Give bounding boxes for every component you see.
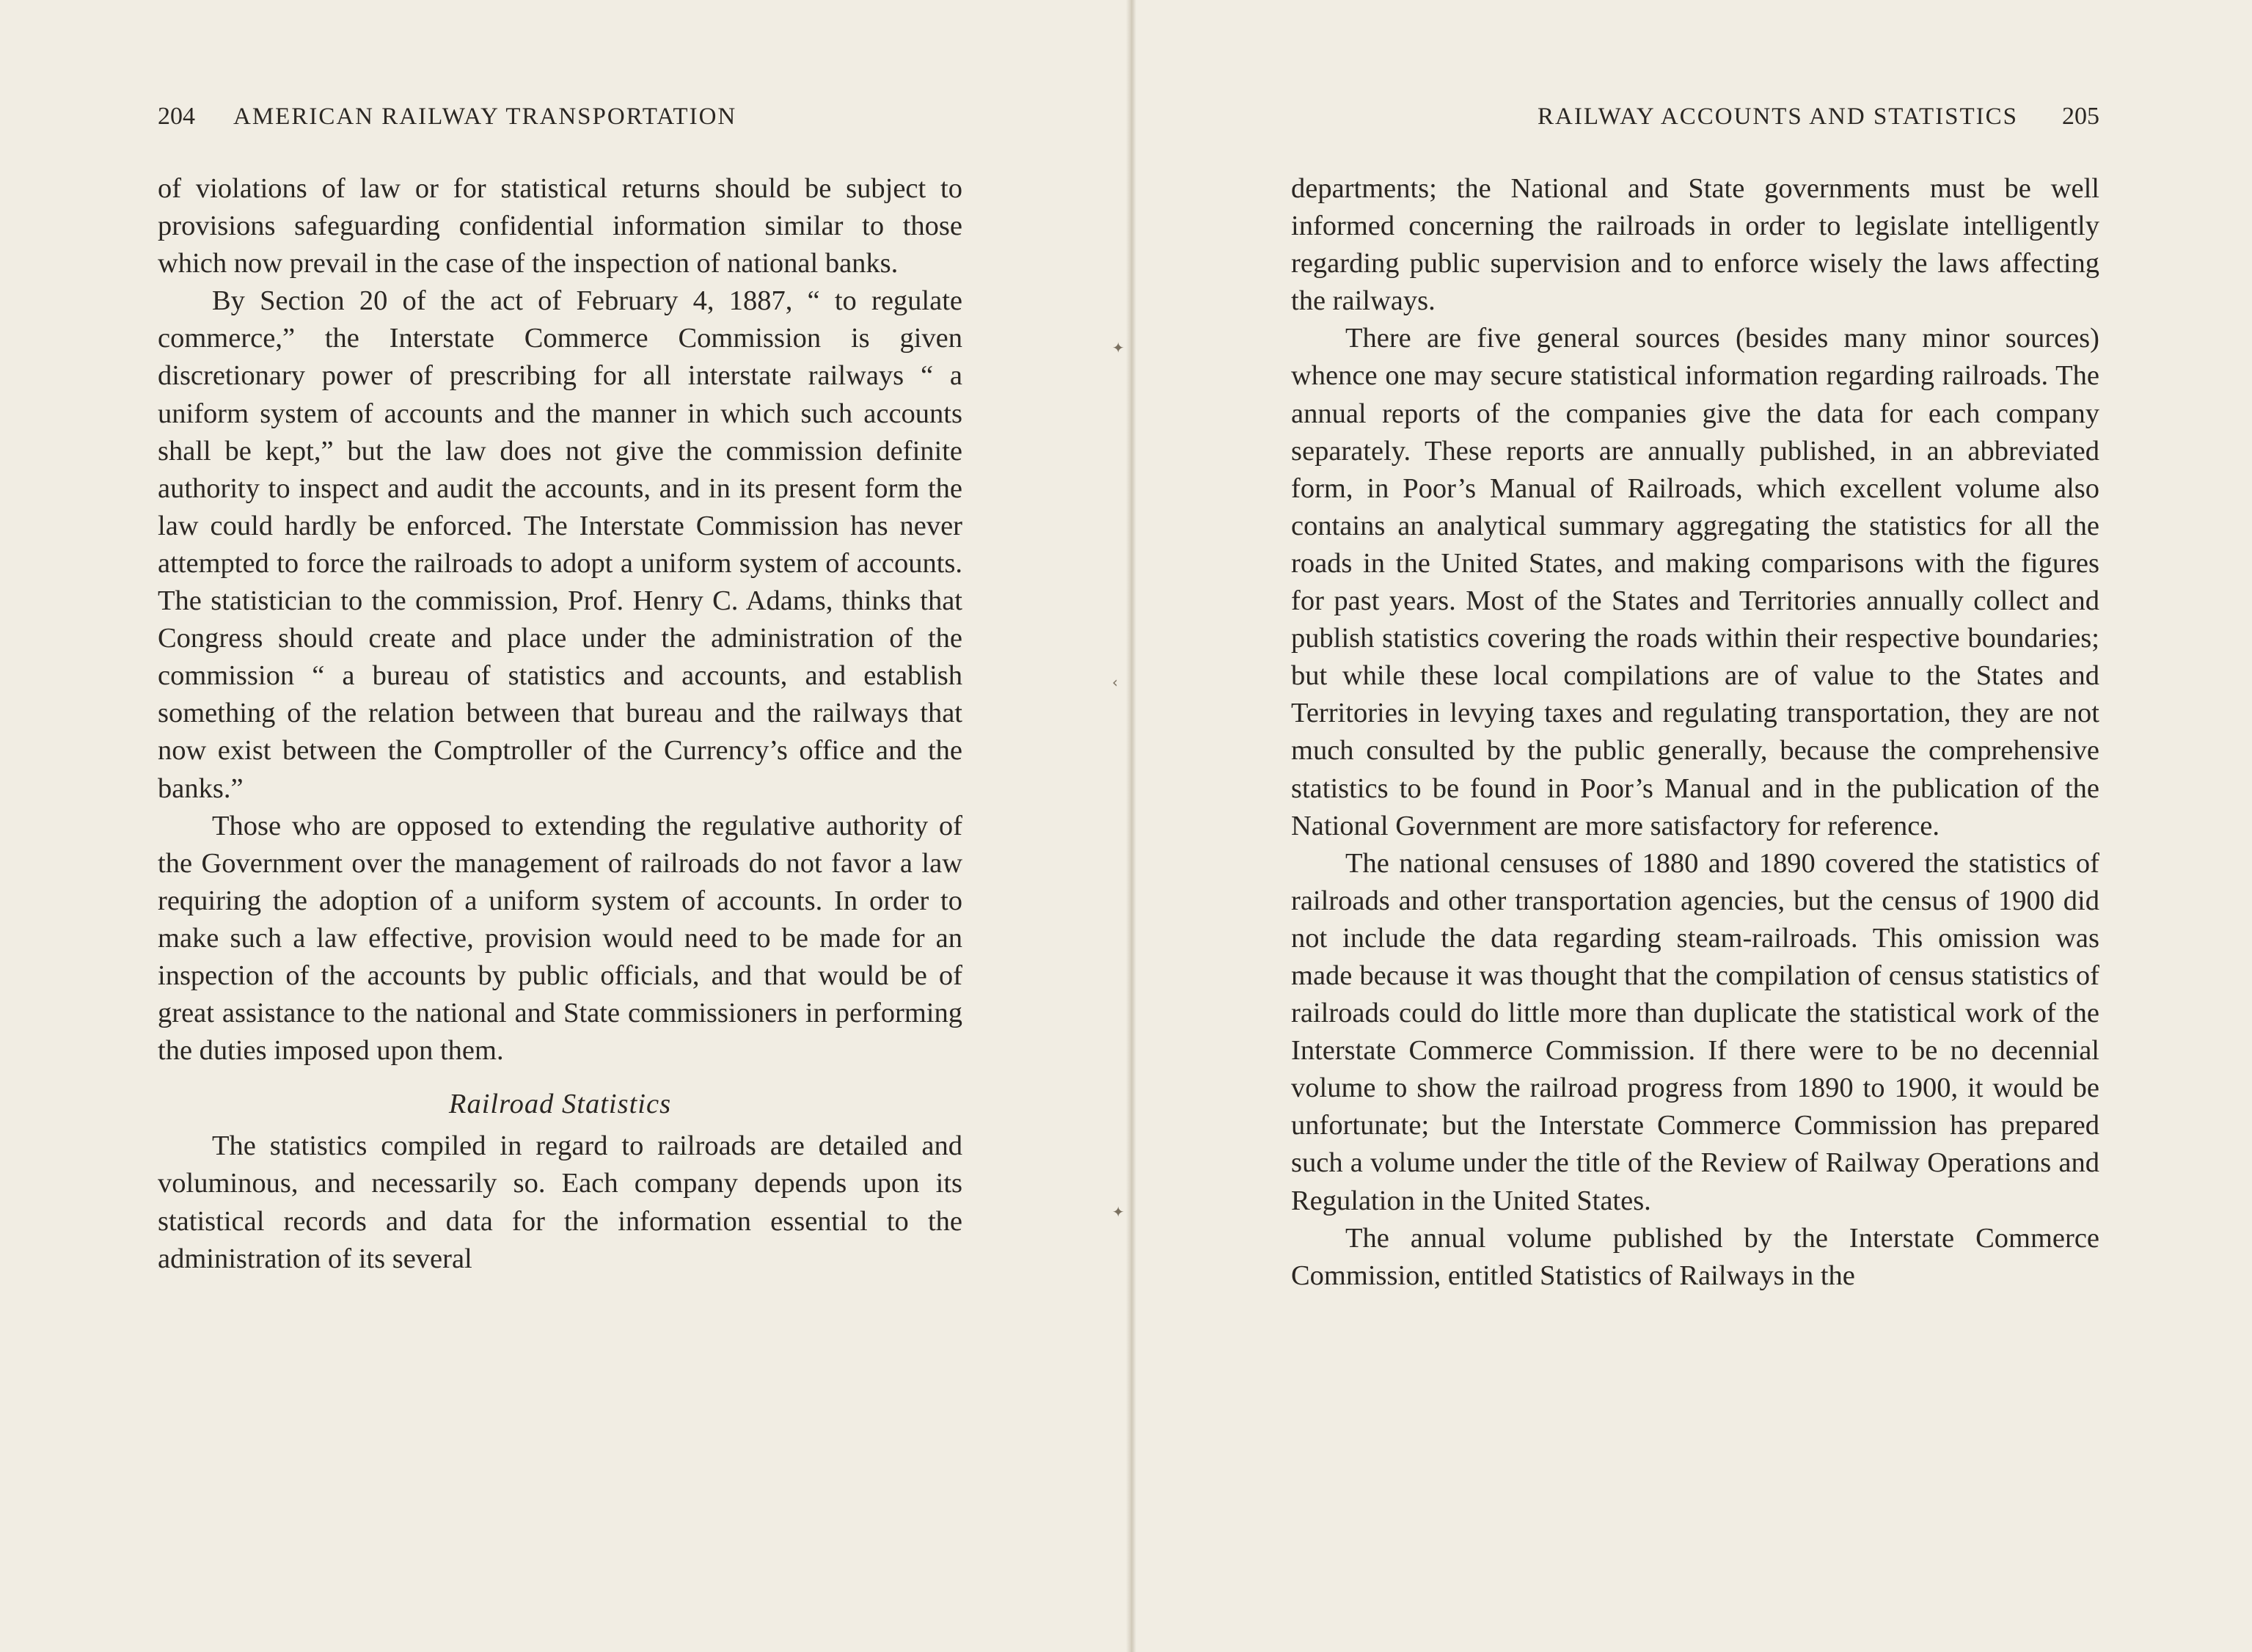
left-paragraph-4: The statistics compiled in regard to railroads are detailed and voluminous, and necessarily so. Each company depends upon its statistical records and data for the information essential to the administration of its several [158,1130,962,1274]
stitch-mark-icon: ✦ [1112,339,1125,357]
right-paragraph-2: There are five general sources (besides many minor sources) whence one may secure statistical information regarding railroads. The annual reports of the companies give the data for each company separately. These reports are annually published, in an abbreviated form, in Poor’s Manual of Railroads, which excellent volume also contains an analytical summary aggregating the statistics for all the roads in the United States, and making comparisons with the figures for past years. Most of the States and Territories annually collect and publish statistics covering the roads within their respective boundaries; but while these local compilations are of value to the States and Territories in levying taxes and regulating transportation, they are not much consulted by the public generally, because the comprehensive statistics to be found in Poor’s Manual and in the publication of the National Government are more satisfactory for reference. [1291,323,2099,841]
right-page-number: 205 [2062,103,2099,130]
left-paragraph-2: By Section 20 of the act of February 4, 1887, “ to regulate commerce,” the Interstate Commerce Commission is given discretionary power of prescribing for all interstate railways “ a uniform system of accounts and the manner in which such accounts shall be kept,” but the law does not give the commission definite authority to inspect and audit the accounts, and in its present form the law could hardly be enforced. The Interstate Commission has never attempted to force the railroads to adopt a uniform system of accounts. The statistician to the commission, Prof. Henry C. Adams, thinks that Congress should create and place under the administration of the commission “ a bureau of statistics and accounts, and establish something of the relation between that bureau and the railways that now exist between the Comptroller of the Currency’s office and the banks.” [158,285,962,804]
left-paragraph-1: of violations of law or for statistical returns should be subject to provisions safeguarding confidential information similar to those which now prevail in the case of the inspection of national banks. [158,173,962,279]
left-paragraph-3: Those who are opposed to extending the regulative authority of the Government over the management of railroads do not favor a law requiring the adoption of a uniform system of accounts. In order to make such a law effective, provision would need to be made for an inspection of the accounts by public officials, and that would be of great assistance to the national and State commissioners in performing the duties imposed upon them. [158,810,962,1067]
stitch-mark-icon: ‹ [1112,673,1118,691]
stitch-mark-icon: ✦ [1112,1203,1125,1221]
right-paragraph-4: The annual volume published by the Interstate Commerce Commission, entitled Statistics of Railways in the [1291,1222,2099,1291]
book-gutter [1126,0,1136,1652]
left-page-body [158,170,962,1278]
right-running-title: RAILWAY ACCOUNTS AND STATISTICS [1538,103,2018,130]
left-running-head [158,103,841,131]
right-paragraph-1: departments; the National and State governments must be well informed concerning the railroads in order to legislate intelligently regarding public supervision and to enforce wisely the laws affecting the railways. [1291,173,2099,317]
right-running-head [1291,103,2099,131]
right-page [1136,0,2252,1652]
right-page-body [1291,170,2099,1295]
left-running-title: AMERICAN RAILWAY TRANSPORTATION [233,103,737,130]
right-paragraph-3: The national censuses of 1880 and 1890 covered the statistics of railroads and other transportation agencies, but the census of 1900 did not include the data regarding steam-railroads. This omission was made because it was thought that the compilation of census statistics of railroads could do little more than duplicate the statistical work of the Interstate Commerce Commission. If there were to be no decennial volume to show the railroad progress from 1890 to 1900, it would be unfortunate; but the Interstate Commerce Commission has prepared such a volume under the title of the Review of Railway Operations and Regulation in the United States. [1291,847,2099,1216]
left-page-number: 204 [158,103,195,130]
section-heading: Railroad Statistics [448,1089,672,1120]
